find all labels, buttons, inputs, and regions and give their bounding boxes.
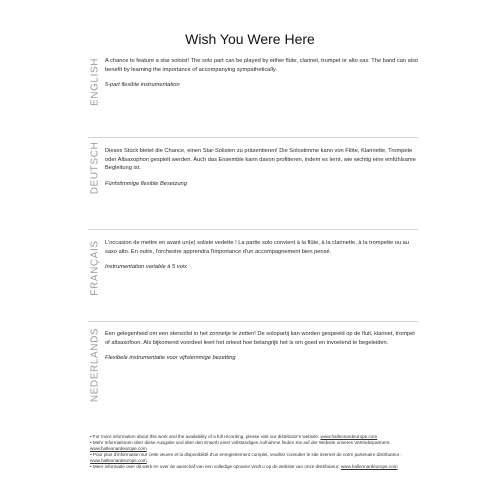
section-description: L'occasion de mettre en avant un(e) soliste vedette ! La partie solo convient à la flûte, à la clarinette, à la trompette ou au saxo alto. En outre, l'orchestre apprendra l'importance d'un accompagnement bien pensé. (105, 240, 409, 255)
section-instrumentation: 5-part flexible instrumentation (105, 82, 180, 89)
section-description: Dieses Stück bietet die Chance, einen Star-Solisten zu präsentieren! Die Solostimme kann von Flöte, Klarinette, Trompete oder Altsaxophon gespielt werden. Auch das Ensemble kann davon profitieren, indem es lernt, wie wichtig eine einfühlsame Begleitung ist. (105, 148, 416, 172)
footer-deutsch: • Mehr Informationen über diese Ausgabe und über den Erwerb einer vollständigen Aufnahme finden Sie auf der Website unseres Vertriebspartners: www.halleonardeurope.com (90, 440, 391, 452)
section-francais (105, 239, 420, 272)
distributor-link[interactable]: www.halleonardeurope.com (90, 446, 147, 452)
distributor-link[interactable]: www.halleonardeurope.com (340, 464, 398, 470)
section-description: Een gelegenheid om een stersolist in het zonnetje te zetten! De solopartij kan worden gespeeld op de fluit, klarinet, trompet of altsaxofoon. Als bijkomend voordeel leert het orkest hoe belangrijk het is om goed en invoelend te begeleiden. (105, 331, 415, 346)
section-english (105, 57, 420, 90)
language-label-english: ENGLISH (89, 57, 101, 107)
distributor-link[interactable]: www.halleonardeurope.com (90, 458, 147, 464)
language-label-deutsch: DEUTSCH (89, 141, 101, 195)
footer-english: • For more information about this work and the availability of a full recording, please visit our distributor's website: www.halleonardeurope.com (90, 434, 378, 439)
section-deutsch (105, 147, 420, 188)
distributor-footer (90, 434, 420, 471)
section-description: A chance to feature a star soloist! The solo part can be played by either flute, clarinet, trumpet or alto sax. The band can also benefit by learning the importance of accompanying sympathetically. (105, 58, 419, 73)
language-label-nederlands: NEDERLANDS (89, 327, 101, 403)
language-label-francais: FRANÇAIS (89, 240, 101, 296)
page-title: Wish You Were Here (185, 31, 315, 47)
section-instrumentation: Fünfstimmige flexible Besetzung (105, 180, 187, 187)
section-divider (88, 229, 418, 230)
distributor-link[interactable]: www.halleonardeurope.com (320, 434, 378, 439)
footer-nederlands: • Meer informatie over dit werk en over de aanschaf van een volledige opname vindt u op de website van onze distributeur: www.halleonardeurope.com (90, 464, 398, 470)
section-divider (88, 137, 418, 138)
footer-francais: • Pour plus d'information sur cette œuvre et la disponibilité d'un enregistrement complet, veuillez consulter le site internet de notre partenaire distributeur : www.halleonardeurope.com (90, 452, 402, 464)
section-instrumentation: Instrumentation variable à 5 voix (105, 264, 187, 271)
section-divider (88, 321, 418, 322)
section-nederlands (105, 330, 420, 363)
section-instrumentation: Flexibele instrumentatie voor vijfstemmige bezetting (105, 355, 236, 362)
